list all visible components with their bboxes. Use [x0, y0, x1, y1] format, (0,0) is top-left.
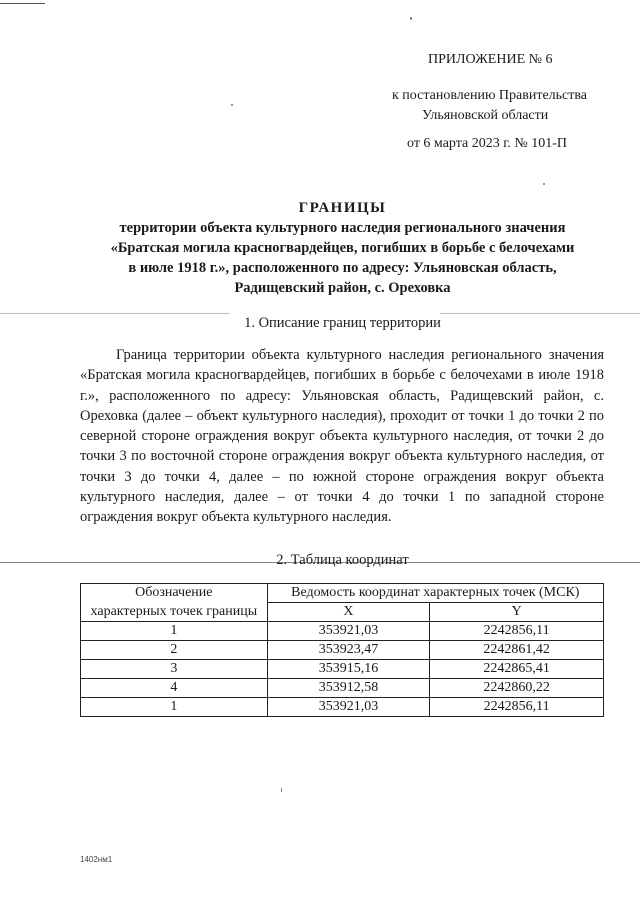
section-2-heading: 2. Таблица координат	[276, 552, 409, 568]
scan-speck	[543, 183, 545, 185]
title-line: Радищевский район, с. Ореховка	[234, 280, 451, 296]
appendix-heading: ПРИЛОЖЕНИЕ № 6	[428, 52, 553, 67]
point-cell: 1	[81, 622, 268, 641]
scan-artifact-top	[0, 3, 45, 4]
footer-code: 1402нм1	[80, 855, 113, 864]
y-cell: 2242860,22	[430, 679, 604, 698]
x-cell: 353915,16	[267, 660, 430, 679]
coordinates-group-header: Ведомость координат характерных точек (МСК)	[267, 584, 603, 603]
x-cell: 353923,47	[267, 641, 430, 660]
appendix-header	[392, 50, 620, 154]
point-designation-header-cont: характерных точек границы	[81, 603, 268, 622]
table-row	[81, 679, 604, 698]
section-1-paragraph: Граница территории объекта культурного наследия регионального значения «Братская могила красногвардейцев, погибших в борьбе с белочехами в июле 1918 г.», расположенного по адресу: Ульяновская область, Радищевский район, с. Ореховка (далее – объект культурного наследия), проходит от точки 1 до точки 2 по северной стороне ограждения вокруг объекта культурного наследия, от точки 2 до точки 3 по восточной стороне ограждения вокруг объекта культурного наследия, от точки 3 до точки 4, далее – по южной стороне ограждения вокруг объекта культурного наследия, далее – от точки 4 до точки 1 по западной стороне ограждения вокруг объекта культурного наследия.	[80, 347, 604, 526]
table-header-row	[81, 584, 604, 603]
y-cell: 2242856,11	[430, 622, 604, 641]
table-row	[81, 660, 604, 679]
x-cell: 353912,58	[267, 679, 430, 698]
appendix-date-line: от 6 марта 2023 г. № 101-П	[407, 136, 568, 151]
point-cell: 2	[81, 641, 268, 660]
table-row	[81, 622, 604, 641]
x-cell: 353921,03	[267, 698, 430, 717]
y-cell: 2242865,41	[430, 660, 604, 679]
coordinates-table	[80, 583, 604, 717]
document-title	[80, 198, 605, 298]
appendix-decree-line: к постановлению Правительства	[392, 88, 588, 103]
y-cell: 2242861,42	[430, 641, 604, 660]
table-row	[81, 698, 604, 717]
scan-speck	[410, 17, 412, 20]
title-line: территории объекта культурного наследия регионального значения	[119, 220, 566, 236]
title-main: ГРАНИЦЫ	[298, 200, 387, 216]
point-cell: 3	[81, 660, 268, 679]
section-1-heading: 1. Описание границ территории	[244, 315, 441, 331]
x-header: X	[267, 603, 430, 622]
scan-speck	[281, 788, 282, 792]
title-line: в июле 1918 г.», расположенного по адресу: Ульяновская область,	[128, 260, 557, 276]
table-row	[81, 641, 604, 660]
appendix-region-line: Ульяновской области	[422, 108, 549, 123]
y-cell: 2242856,11	[430, 698, 604, 717]
scan-speck	[231, 104, 233, 106]
y-header: Y	[430, 603, 604, 622]
point-cell: 1	[81, 698, 268, 717]
table-subheader-row	[81, 603, 604, 622]
title-line: «Братская могила красногвардейцев, погибших в борьбе с белочехами	[110, 240, 575, 256]
x-cell: 353921,03	[267, 622, 430, 641]
point-designation-header: Обозначение	[81, 584, 268, 603]
point-cell: 4	[81, 679, 268, 698]
